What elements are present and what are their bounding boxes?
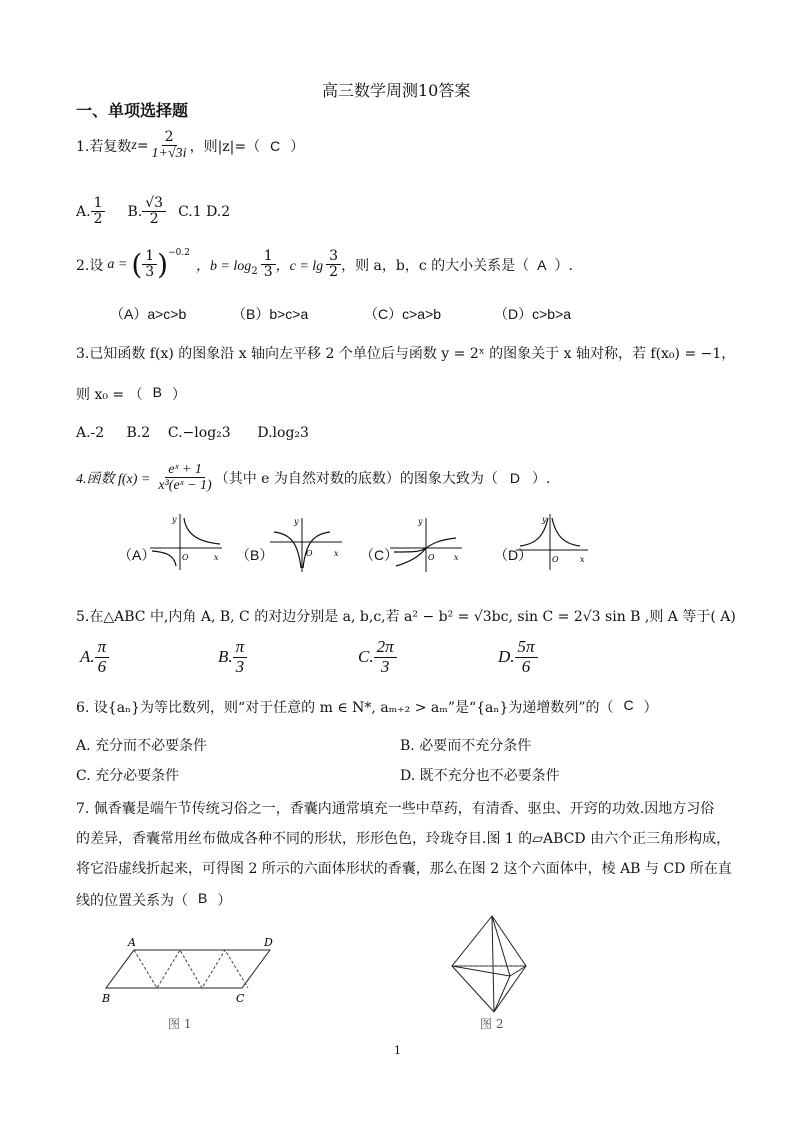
q6-stem: 6. 设{aₙ}为等比数列，则“对于任意的 m ∈ N*, aₘ₊₂ > aₘ”是“{aₙ}为递增数列”的（ <box>76 700 614 716</box>
q5-opt-c-den: 3 <box>380 656 390 676</box>
q4d-y-label: y <box>542 515 547 524</box>
q4-graph-a <box>150 510 224 572</box>
q5-opt-a-num: π <box>95 638 110 658</box>
q2-close: ）. <box>554 257 573 274</box>
figure-2-hexahedron <box>448 912 538 1034</box>
q5-stem: 5.在△ABC 中,内角 A, B, C 的对边分别是 a, b,c,若 a² − b² = √3bc, sin C = 2√3 sin B ,则 A 等于( A) <box>76 609 736 625</box>
q5-opt-a-label: A. <box>80 647 95 667</box>
q7-line1: 7. 佩香囊是端午节传统习俗之一，香囊内通常填充一些中草药，有清香、驱虫、开窍的功效.因地方习俗 <box>76 801 715 817</box>
q4b-origin: O <box>306 549 313 558</box>
q5-opt-d-label: D. <box>498 647 515 667</box>
q2-c-frac <box>326 249 341 281</box>
q3-close: ） <box>171 387 186 403</box>
page-title: 高三数学周测10答案 <box>322 81 471 100</box>
q5-opt-a <box>80 638 109 676</box>
q6-opt-d: D. 既不充分也不必要条件 <box>400 768 560 784</box>
q1-opt-b-label: B. <box>127 203 143 220</box>
q1-opt-b-den: 2 <box>149 211 159 228</box>
q4-label-d: （D） <box>494 547 533 563</box>
q1-opt-a-num: 1 <box>91 196 106 212</box>
q3-line1: 3.已知函数 f(x) 的图象沿 x 轴向左平移 2 个单位后与函数 y = 2ˣ 的图象关于 x 轴对称，若 f(x₀) = −1， <box>76 346 736 362</box>
question-6 <box>76 697 658 717</box>
q4d-x-label: x <box>580 555 585 564</box>
q4-label-a: （A） <box>118 547 156 563</box>
q4-stem-b: （其中 e 为自然对数的底数）的图象大致为（ <box>214 470 498 487</box>
fig1-label-b: B <box>102 992 111 1005</box>
q5-opt-c <box>358 638 397 676</box>
q2-paren-num: 1 <box>142 249 157 265</box>
question-1 <box>76 130 304 162</box>
q4a-y-label: y <box>172 515 177 524</box>
q5-opt-c-num: 2π <box>374 638 397 658</box>
q1-frac-num: 2 <box>162 130 177 146</box>
q6-opt-c: C. 充分必要条件 <box>76 768 180 784</box>
q4-close: ）. <box>532 470 551 487</box>
q2-paren-frac <box>142 249 157 281</box>
q1-opt-b-frac <box>142 196 166 228</box>
q4-graph-d <box>516 510 590 572</box>
q1-stem-b: ，则|z|=（ <box>189 138 261 155</box>
q5-opt-b-frac <box>233 638 248 676</box>
q2-a-expr: a = <box>107 256 128 272</box>
q5-opt-a-frac <box>95 638 110 676</box>
q2-opt-b: （B）b>c>a <box>232 306 309 322</box>
q4-frac-num: eˣ + 1 <box>165 462 205 478</box>
q5-opt-d-num: 5π <box>515 638 538 658</box>
q4-graph-c <box>390 512 464 574</box>
q5-opt-a-den: 6 <box>97 656 107 676</box>
q2-opt-a: （A）a>c>b <box>110 306 187 322</box>
q6-close: ） <box>643 700 658 716</box>
q2-opt-d: （D）c>b>a <box>494 306 572 322</box>
q5-opt-b-num: π <box>233 638 248 658</box>
q2-paren-close: ) <box>157 248 169 281</box>
q3-answer: B <box>152 384 162 400</box>
q5-opt-d-den: 6 <box>521 656 531 676</box>
q1-stem-a: 1.若复数 <box>76 138 132 155</box>
q5-opt-b <box>218 638 247 676</box>
q1-opt-a-label: A. <box>76 203 91 220</box>
q5-opt-c-label: C. <box>358 647 374 667</box>
q2-b-expr: ，b = log <box>195 258 252 274</box>
q5-opt-b-label: B. <box>218 647 233 667</box>
figure-1-parallelogram <box>98 932 284 1032</box>
q2-c-den: 2 <box>329 264 339 280</box>
q3-options: A.-2 B.2 C.−log₂3 D.log₂3 <box>76 425 309 441</box>
q4c-origin: O <box>428 553 435 562</box>
q1-opt-a-frac <box>91 196 106 228</box>
q1-eq: = <box>136 137 149 154</box>
q7-answer: B <box>198 890 208 906</box>
q2-b-den: 3 <box>263 264 273 280</box>
q5-opt-d <box>498 638 538 676</box>
q4b-x-label: x <box>334 549 339 558</box>
q7-close: ） <box>217 893 232 909</box>
q4-label-c: （C） <box>360 547 399 563</box>
q2-paren-den: 3 <box>145 264 155 280</box>
page-number: 1 <box>394 1044 401 1057</box>
q5-opt-b-den: 3 <box>235 656 245 676</box>
q1-options <box>76 196 230 228</box>
fig2-caption: 图 2 <box>480 1017 504 1031</box>
q2-c-num: 3 <box>326 249 341 265</box>
q4a-x-label: x <box>214 553 219 562</box>
q4-frac-den: x³(eˣ − 1) <box>158 478 212 494</box>
q2-b-frac <box>261 249 276 281</box>
q7-line4-text: 线的位置关系为（ <box>76 893 188 909</box>
q1-fraction <box>149 130 190 162</box>
q4a-origin: O <box>182 553 189 562</box>
q4c-y-label: y <box>418 517 423 526</box>
q4d-origin: O <box>552 555 559 564</box>
question-2 <box>76 248 573 281</box>
fig1-label-d: D <box>264 936 273 949</box>
q4c-x-label: x <box>454 553 459 562</box>
fig1-label-a: A <box>128 936 136 949</box>
q2-opt-c: （C）c>a>b <box>364 306 442 322</box>
q1-opt-b-num: √3 <box>142 196 166 212</box>
q5-opt-d-frac <box>515 638 538 676</box>
section-heading: 一、单项选择题 <box>76 101 189 120</box>
q3-line2-text: 则 x₀ = （ <box>76 387 143 403</box>
q4b-y-label: y <box>294 517 299 526</box>
q7-line2: 的差异，香囊常用丝布做成各种不同的形状，形形色色，玲珑夺目.图 1 的▱ABCD 由六个正三角形构成， <box>76 831 731 847</box>
q2-stem-a: 2.设 <box>76 257 104 274</box>
q4-stem-a: 4.函数 f(x) = <box>76 471 151 487</box>
q4-label-b: （B） <box>236 547 274 563</box>
q4-fraction <box>155 462 214 494</box>
q2-c-expr: ，c = lg <box>275 258 324 274</box>
q7-line3: 将它沿虚线折起来，可得图 2 所示的六面体形状的香囊，那么在图 2 这个六面体中，棱 AB 与 CD 所在直 <box>76 861 732 877</box>
q2-answer: A <box>537 256 547 273</box>
q1-frac-den: 1+√3i <box>151 146 187 162</box>
q6-opt-b: B. 必要而不充分条件 <box>400 738 532 754</box>
q1-opt-a-den: 2 <box>93 211 103 228</box>
q2-paren-open: ( <box>131 248 143 281</box>
q2-exponent: −0.2 <box>168 248 190 258</box>
q5-opt-c-frac <box>374 638 397 676</box>
q2-stem-b: ，则 a，b，c 的大小关系是（ <box>341 257 530 274</box>
question-4 <box>76 462 551 494</box>
q1-close: ） <box>290 138 305 155</box>
q6-opt-a: A. 充分而不必要条件 <box>76 738 208 754</box>
q2-b-sub: 2 <box>251 266 258 277</box>
q7-line4 <box>76 890 231 910</box>
fig1-label-c: C <box>236 992 245 1005</box>
q1-answer: C <box>270 137 281 154</box>
q3-line2 <box>76 384 186 404</box>
q6-answer: C <box>623 697 634 713</box>
q4-answer: D <box>509 469 521 486</box>
q1-z: z <box>131 137 137 153</box>
q4-graph-b <box>270 512 344 574</box>
fig1-caption: 图 1 <box>168 1017 192 1031</box>
q2-b-num: 1 <box>261 249 276 265</box>
q1-opt-cd: C.1 D.2 <box>178 203 231 220</box>
